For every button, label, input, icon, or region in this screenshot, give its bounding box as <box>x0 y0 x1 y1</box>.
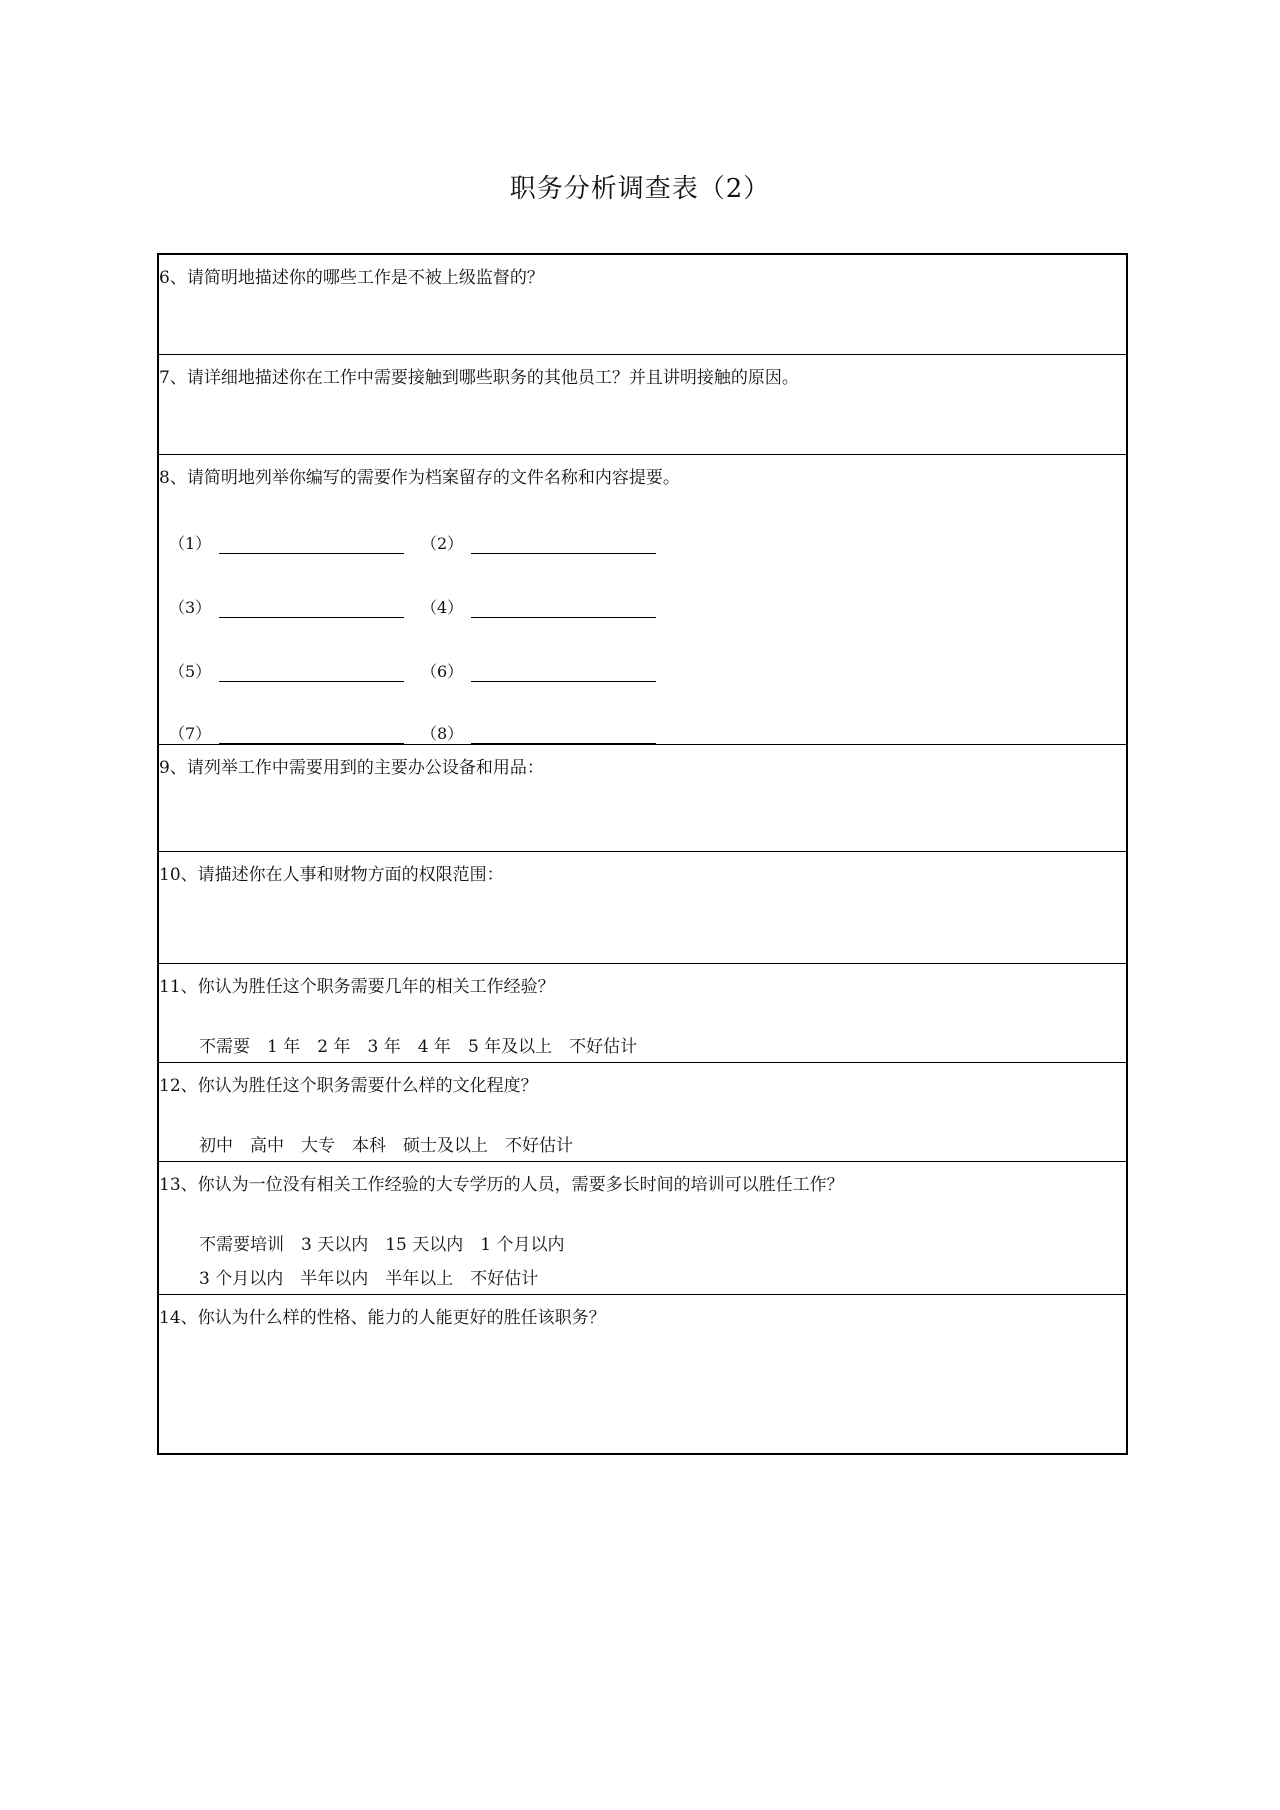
blank-line[interactable] <box>471 725 656 744</box>
option-experience[interactable]: 2 年 <box>317 1037 351 1057</box>
doc-blank-5[interactable] <box>169 659 404 682</box>
doc-blank-label: （7） <box>169 724 212 743</box>
blank-line[interactable] <box>219 725 404 744</box>
question-10-row <box>159 852 1126 964</box>
survey-form <box>157 253 1128 1455</box>
option-training[interactable]: 3 个月以内 <box>199 1269 284 1289</box>
option-training[interactable]: 15 天以内 <box>385 1235 464 1255</box>
question-13-row <box>159 1162 1126 1295</box>
question-7-row <box>159 355 1126 455</box>
blank-line[interactable] <box>471 599 656 618</box>
experience-options <box>199 1032 654 1057</box>
option-training[interactable]: 3 天以内 <box>301 1235 369 1255</box>
doc-blank-label: （4） <box>421 598 464 617</box>
option-experience[interactable]: 不需要 <box>199 1037 250 1057</box>
option-training[interactable]: 不需要培训 <box>199 1235 284 1255</box>
option-education[interactable]: 高中 <box>250 1136 284 1156</box>
doc-blank-3[interactable] <box>169 595 404 618</box>
option-education[interactable]: 硕士及以上 <box>403 1136 488 1156</box>
question-9-text: 9、请列举工作中需要用到的主要办公设备和用品： <box>159 758 544 778</box>
blank-line[interactable] <box>219 663 404 682</box>
blank-line[interactable] <box>471 663 656 682</box>
option-training[interactable]: 半年以内 <box>300 1269 369 1289</box>
question-6-row <box>159 255 1126 355</box>
option-education[interactable]: 大专 <box>301 1136 335 1156</box>
option-training[interactable]: 不好估计 <box>470 1269 539 1289</box>
doc-blank-6[interactable] <box>421 659 656 682</box>
question-6-text: 6、请简明地描述你的哪些工作是不被上级监督的？ <box>159 268 544 288</box>
doc-blank-8[interactable] <box>421 721 656 744</box>
education-options <box>199 1131 590 1156</box>
option-training[interactable]: 1 个月以内 <box>480 1235 565 1255</box>
question-10-text: 10、请描述你在人事和财物方面的权限范围： <box>159 865 504 885</box>
option-experience[interactable]: 1 年 <box>267 1037 301 1057</box>
blank-line[interactable] <box>471 535 656 554</box>
question-11-text: 11、你认为胜任这个职务需要几年的相关工作经验？ <box>159 977 555 997</box>
question-13-text: 13、你认为一位没有相关工作经验的大专学历的人员，需要多长时间的培训可以胜任工作？ <box>159 1175 844 1195</box>
question-8-row <box>159 455 1126 745</box>
option-education[interactable]: 不好估计 <box>505 1136 573 1156</box>
question-12-row <box>159 1063 1126 1162</box>
question-12-text: 12、你认为胜任这个职务需要什么样的文化程度？ <box>159 1076 538 1096</box>
option-experience[interactable]: 3 年 <box>367 1037 401 1057</box>
training-options-line-2 <box>199 1264 555 1289</box>
doc-blank-4[interactable] <box>421 595 656 618</box>
option-experience[interactable]: 4 年 <box>417 1037 451 1057</box>
question-14-row <box>159 1295 1126 1453</box>
doc-blank-label: （2） <box>421 534 464 553</box>
question-8-text: 8、请简明地列举你编写的需要作为档案留存的文件名称和内容提要。 <box>159 468 680 488</box>
option-experience[interactable]: 5 年及以上 <box>467 1037 553 1057</box>
option-training[interactable]: 半年以上 <box>385 1269 454 1289</box>
doc-blank-label: （8） <box>421 724 464 743</box>
doc-blank-2[interactable] <box>421 531 656 554</box>
blank-line[interactable] <box>219 535 404 554</box>
doc-blank-7[interactable] <box>169 721 404 744</box>
doc-blank-1[interactable] <box>169 531 404 554</box>
doc-blank-label: （5） <box>169 662 212 681</box>
question-14-text: 14、你认为什么样的性格、能力的人能更好的胜任该职务？ <box>159 1308 606 1328</box>
doc-blank-label: （3） <box>169 598 212 617</box>
option-education[interactable]: 初中 <box>199 1136 233 1156</box>
doc-blank-label: （6） <box>421 662 464 681</box>
question-7-text: 7、请详细地描述你在工作中需要接触到哪些职务的其他员工？并且讲明接触的原因。 <box>159 368 799 388</box>
training-options-line-1 <box>199 1230 582 1255</box>
question-11-row <box>159 964 1126 1063</box>
doc-blank-label: （1） <box>169 534 212 553</box>
question-9-row <box>159 745 1126 852</box>
page-title: 职务分析调查表（2） <box>509 174 771 204</box>
option-experience[interactable]: 不好估计 <box>569 1037 638 1057</box>
option-education[interactable]: 本科 <box>352 1136 386 1156</box>
blank-line[interactable] <box>219 599 404 618</box>
